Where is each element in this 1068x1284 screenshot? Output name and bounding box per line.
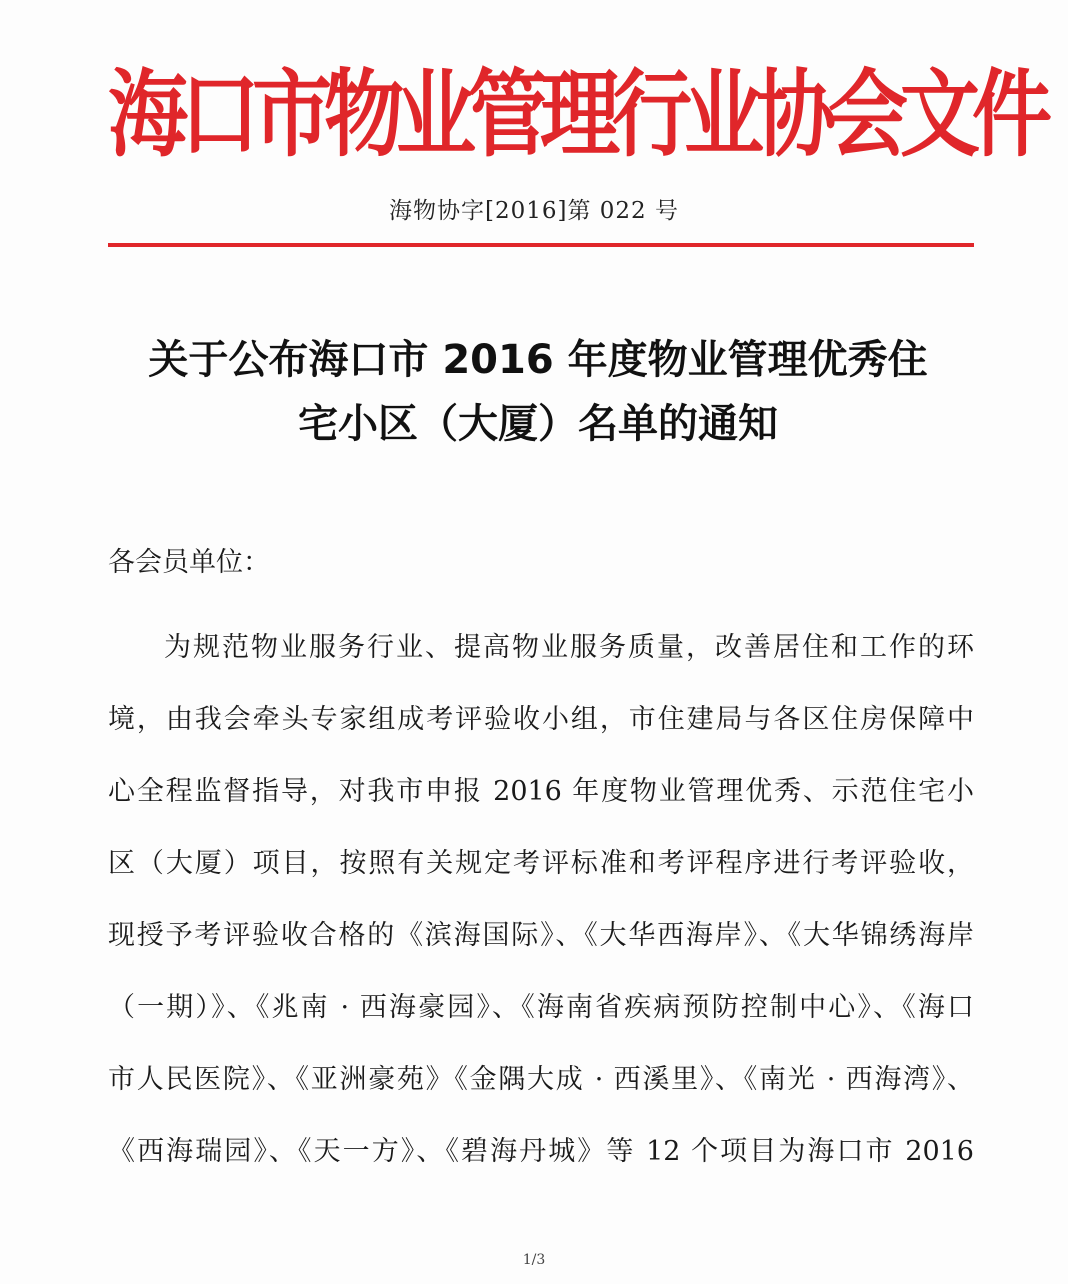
masthead-char: 理 xyxy=(540,59,620,170)
masthead-char: 管 xyxy=(468,59,548,170)
notice-title-line-1: 关于公布海口市 2016 年度物业管理优秀住 xyxy=(148,337,928,383)
masthead-char: 文 xyxy=(900,59,980,170)
body-line: 《西海瑞园》、《天一方》、《碧海丹城》等 12 个项目为海口市 2016 xyxy=(108,1136,974,1167)
masthead-char: 行 xyxy=(612,59,692,170)
notice-title-line-2: 宅小区（大厦）名单的通知 xyxy=(298,401,778,447)
masthead-char: 口 xyxy=(180,59,260,170)
body-paragraph xyxy=(108,612,974,1188)
body-line: （一期）》、《兆南 · 西海豪园》、《海南省疾病预防控制中心》、《海口 xyxy=(108,992,974,1023)
masthead-char: 业 xyxy=(396,59,476,170)
salutation: 各会员单位： xyxy=(108,547,270,578)
body-line: 区（大厦）项目，按照有关规定考评标准和考评程序进行考评验收， xyxy=(108,848,974,879)
notice-title xyxy=(108,328,968,456)
document-number: 海物协字[2016]第 022 号 xyxy=(388,198,679,224)
masthead-char: 会 xyxy=(828,59,908,170)
masthead-char: 协 xyxy=(756,59,836,170)
header-divider xyxy=(108,243,974,247)
page-number: 1/3 xyxy=(522,1252,546,1268)
masthead-char: 海 xyxy=(108,59,188,170)
masthead-title xyxy=(108,50,1052,180)
masthead-char: 业 xyxy=(684,59,764,170)
body-line: 为规范物业服务行业、提高物业服务质量，改善居住和工作的环 xyxy=(164,632,974,663)
body-line: 心全程监督指导，对我市申报 2016 年度物业管理优秀、示范住宅小 xyxy=(108,776,974,807)
masthead-char: 件 xyxy=(972,59,1052,170)
body-line: 市人民医院》、《亚洲豪苑》《金隅大成 · 西溪里》、《南光 · 西海湾》、 xyxy=(108,1064,974,1095)
masthead-char: 市 xyxy=(252,59,332,170)
body-line: 现授予考评验收合格的《滨海国际》、《大华西海岸》、《大华锦绣海岸 xyxy=(108,920,974,951)
masthead-char: 物 xyxy=(324,59,404,170)
body-line: 境，由我会牵头专家组成考评验收小组，市住建局与各区住房保障中 xyxy=(108,704,974,735)
